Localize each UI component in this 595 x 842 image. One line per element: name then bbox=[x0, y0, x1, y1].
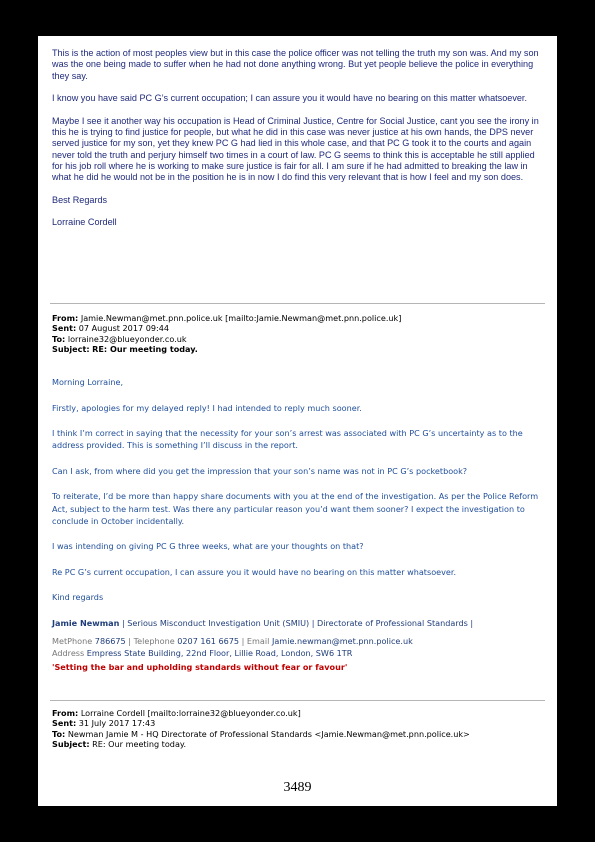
header-sent-value: 07 August 2017 09:44 bbox=[78, 323, 170, 334]
message-paragraph: To reiterate, I’d be more than happy share documents with you at the end of the investigation. As per the Police Reform Act, subject to the harm test. Was there any particular reason you’d want them sooner? I expect the investigation to conclude in October incidentally. bbox=[52, 491, 539, 526]
message-body bbox=[52, 376, 544, 673]
signature-email-link[interactable]: Jamie.newman@met.pnn.police.uk bbox=[269, 636, 413, 647]
message-paragraph: Re PC G’s current occupation, I can assure you it would have no bearing on this matter whatsoever. bbox=[52, 566, 457, 577]
header-from-value: Lorraine Cordell [mailto:lorraine32@blueyonder.co.uk] bbox=[80, 708, 301, 718]
page-number: 3489 bbox=[283, 780, 312, 795]
reply-closing: Best Regards bbox=[52, 194, 108, 205]
header-subject-value: RE: Our meeting today. bbox=[92, 739, 187, 750]
reply-paragraph: I know you have said PC G’s current occupation; I can assure you it would have no bearing on this matter whatsoever. bbox=[52, 93, 527, 104]
header-sent-value: 31 July 2017 17:43 bbox=[78, 718, 156, 729]
header-from-line: From: Jamie.Newman@met.pnn.police.uk [mailto:Jamie.Newman@met.pnn.police.uk] bbox=[52, 313, 402, 323]
message-paragraph: I was intending on giving PC G three weeks, what are your thoughts on that? bbox=[52, 541, 364, 552]
message-greeting: Morning Lorraine, bbox=[52, 377, 124, 387]
header-to-value: Newman Jamie M - HQ Directorate of Professional Standards <Jamie.Newman@met.pnn.police.uk> bbox=[67, 728, 470, 739]
signature-contact-line: MetPhone 786675 | Telephone 0207 161 6675 | Email Jamie.newman@met.pnn.police.uk bbox=[52, 636, 413, 647]
signature-unit: | Serious Misconduct Investigation Unit (SMIU) | Directorate of Professional Standards | bbox=[119, 618, 474, 629]
header-subject-line: Subject: RE: Our meeting today. bbox=[52, 739, 187, 750]
signature-tagline: 'Setting the bar and upholding standards without fear or favour' bbox=[52, 662, 348, 673]
email-header-2 bbox=[52, 708, 544, 750]
header-subject-value: RE: Our meeting today. bbox=[92, 344, 198, 355]
reply-email-body bbox=[52, 48, 544, 240]
reply-paragraph: This is the action of most peoples view but in this case the police officer was not telling the truth my son was. And my son was the one being made to suffer when he had not done anything wrong. But yet people believe the police in everything they say. bbox=[52, 48, 539, 81]
signature-name: Jamie Newman bbox=[52, 618, 120, 629]
header-sent-line: Sent: 07 August 2017 09:44 bbox=[52, 323, 170, 334]
reply-paragraph: Maybe I see it another way his occupation is Head of Criminal Justice, Centre for Social Justice, cant you see the irony in this he is trying to find justice for people, but what he did in this case was never justice at his own hands, the DPS never served justice for my son, yet they knew PC G had lied in this whole case, and that PC G took it to the courts and again never told the truth and perjury himself two times in a court of law. PC G seems to think this is acceptable he still applied for his job roll where he is working to make sure justice is fair for all. I am sure if he had admitted to breaking the law in what he did he would not be in the position he is in now I do find this very relevant that is how I feel and my son does. bbox=[52, 115, 539, 183]
separator-line bbox=[50, 700, 545, 701]
email-header-1 bbox=[52, 313, 544, 355]
header-from-line: From: Lorraine Cordell [mailto:lorraine32@blueyonder.co.uk] bbox=[52, 708, 301, 718]
signature-block bbox=[52, 617, 544, 673]
header-to-line: To: lorraine32@blueyonder.co.uk bbox=[52, 333, 187, 344]
message-paragraph: Firstly, apologies for my delayed reply! I had intended to reply much sooner. bbox=[52, 402, 362, 413]
header-to-line: To: Newman Jamie M - HQ Directorate of Professional Standards <Jamie.Newman@met.pnn.police.uk> bbox=[52, 728, 470, 739]
message-paragraph: I think I’m correct in saying that the necessity for your son’s arrest was associated with PC G’s uncertainty as to the address provided. This is something I’ll discuss in the report. bbox=[52, 428, 523, 451]
header-subject-line: Subject: RE: Our meeting today. bbox=[52, 344, 198, 355]
reply-sender-name: Lorraine Cordell bbox=[52, 217, 117, 228]
separator-line bbox=[50, 303, 545, 304]
message-signoff: Kind regards bbox=[52, 592, 104, 603]
header-sent-line: Sent: 31 July 2017 17:43 bbox=[52, 718, 156, 729]
signature-title-line bbox=[52, 617, 544, 629]
header-to-value: lorraine32@blueyonder.co.uk bbox=[67, 333, 187, 344]
message-paragraph: Can I ask, from where did you get the impression that your son’s name was not in PC G’s pocketbook? bbox=[52, 465, 468, 476]
document-page bbox=[38, 36, 557, 806]
signature-address-line: Address Empress State Building, 22nd Floor, Lillie Road, London, SW6 1TR bbox=[52, 648, 353, 659]
header-from-value: Jamie.Newman@met.pnn.police.uk [mailto:Jamie.Newman@met.pnn.police.uk] bbox=[80, 313, 402, 323]
